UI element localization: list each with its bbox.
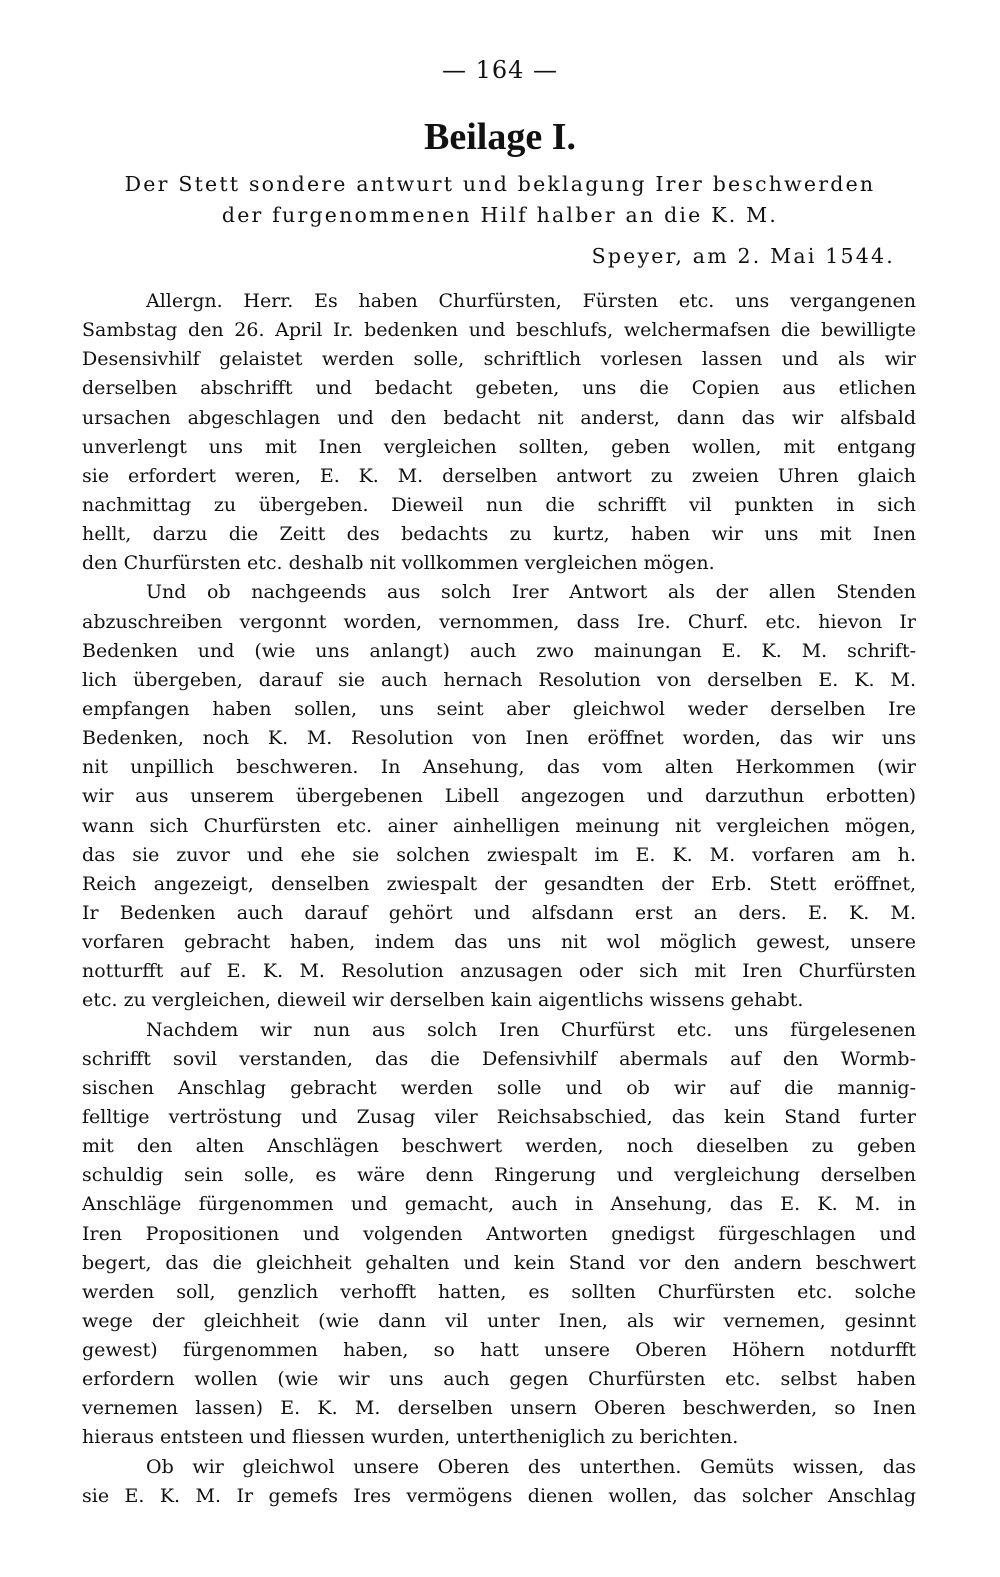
body-line: begert, das die gleichheit gehalten und kein Stand vor den andern beschwert	[82, 1251, 916, 1274]
body-line: werden soll, genzlich verhofft hatten, es sollten Churfürsten etc. solche	[82, 1280, 916, 1303]
body-line: sie E. K. M. Ir gemefs Ires vermögens dienen wollen, das solcher Anschlag	[82, 1484, 916, 1507]
body-line: unverlengt uns mit Inen vergleichen sollten, geben wollen, mit entgang	[82, 435, 916, 458]
body-line: wege der gleichheit (wie dann vil unter Inen, als wir vernemen, gesinnt	[82, 1309, 916, 1332]
subtitle-line-1: Der Stett sondere antwurt und beklagung Irer beschwerden	[124, 172, 876, 196]
body-line: empfangen haben sollen, uns seint aber gleichwol weder derselben Ire	[82, 697, 916, 720]
body-line: ursachen abgeschlagen und den bedacht nit anderst, dann das wir alfsbald	[82, 406, 916, 429]
page-title: Beilage I.	[424, 116, 576, 158]
body-line: schrifft sovil verstanden, das die Defensivhilf abermals auf den Wormb-	[82, 1047, 916, 1070]
body-line: vorfaren gebracht haben, indem das uns nit wol möglich gewest, unsere	[82, 931, 916, 954]
body-line: erfordern wollen (wie wir uns auch gegen Churfürsten etc. selbst haben	[82, 1368, 916, 1391]
body-line: felltige vertröstung und Zusag viler Reichsabschied, das kein Stand furter	[82, 1105, 916, 1128]
body-line: Allergn. Herr. Es haben Churfürsten, Fürsten etc. uns vergangenen	[146, 290, 916, 312]
body-line: sie erfordert weren, E. K. M. derselben antwort zu zweien Uhren glaich	[82, 464, 916, 487]
subtitle-line-2: der furgenommenen Hilf halber an die K. M.	[221, 203, 779, 227]
body-line: derselben abschrifft und bedacht gebeten, uns die Copien aus etlichen	[82, 377, 916, 400]
body-line: wir aus unserem übergebenen Libell angezogen und darzuthun erbotten)	[82, 785, 916, 808]
page-number: — 164 —	[441, 56, 559, 84]
body-line: vernemen lassen) E. K. M. derselben unsern Oberen beschwerden, so Inen	[82, 1397, 916, 1420]
body-line: Nachdem wir nun aus solch Iren Churfürst etc. uns fürgelesenen	[146, 1018, 916, 1041]
body-text	[82, 287, 916, 1511]
body-line: das sie zuvor und ehe sie solchen zwiespalt im E. K. M. vorfaren am h.	[82, 843, 916, 866]
body-line: Bedenken, noch K. M. Resolution von Inen eröffnet worden, das wir uns	[82, 727, 916, 750]
body-line: nit unpillich beschweren. In Ansehung, das vom alten Herkommen (wir	[82, 756, 916, 779]
body-line: nachmittag zu übergeben. Dieweil nun die schrifft vil punkten in sich	[82, 493, 916, 516]
body-line: sischen Anschlag gebracht werden solle und ob wir auf die mannig-	[82, 1076, 916, 1099]
body-line: Und ob nachgeends aus solch Irer Antwort als der allen Stenden	[146, 581, 916, 604]
body-line: mit den alten Anschlägen beschwert werden, noch dieselben zu geben	[82, 1135, 916, 1158]
body-line: Anschläge fürgenommen und gemacht, auch in Ansehung, das E. K. M. in	[82, 1193, 916, 1216]
body-line: Desensivhilf gelaistet werden solle, schriftlich vorlesen lassen und als wir	[82, 348, 916, 371]
dateline: Speyer, am 2. Mai 1544.	[591, 244, 895, 268]
body-line: etc. zu vergleichen, dieweil wir derselben kain aigentlichs wissens gehabt.	[82, 989, 804, 1012]
body-line: schuldig sein solle, es wäre denn Ringerung und vergleichung derselben	[82, 1164, 916, 1187]
body-line: Sambstag den 26. April Ir. bedenken und beschlufs, welchermafsen die bewilligte	[82, 319, 916, 342]
body-line: wann sich Churfürsten etc. ainer ainhelligen meinung nit vergleichen mögen,	[82, 814, 916, 837]
body-line: Reich angezeigt, denselben zwiespalt der gesandten der Erb. Stett eröffnet,	[82, 872, 916, 895]
body-line: Bedenken und (wie uns anlangt) auch zwo mainungan E. K. M. schrift-	[82, 639, 916, 662]
body-line: abzuschreiben vergonnt worden, vernommen, dass Ire. Churf. etc. hievon Ir	[82, 610, 916, 633]
body-line: hieraus entsteen und fliessen wurden, untertheniglich zu berichten.	[82, 1426, 739, 1449]
body-line: notturfft auf E. K. M. Resolution anzusagen oder sich mit Iren Churfürsten	[82, 960, 916, 983]
body-line: gewest) fürgenommen haben, so hatt unsere Oberen Höhern notdurfft	[82, 1339, 916, 1362]
body-line: lich übergeben, darauf sie auch hernach Resolution von derselben E. K. M.	[82, 668, 916, 691]
body-line: Iren Propositionen und volgenden Antworten gnedigst fürgeschlagen und	[82, 1222, 916, 1245]
body-line: Ir Bedenken auch darauf gehört und alfsdann erst an ders. E. K. M.	[82, 901, 916, 924]
body-line: hellt, darzu die Zeitt des bedachts zu kurtz, haben wir uns mit Inen	[82, 523, 916, 546]
body-line: den Churfürsten etc. deshalb nit vollkommen vergleichen mögen.	[82, 552, 715, 575]
body-line: Ob wir gleichwol unsere Oberen des unterthen. Gemüts wissen, das	[146, 1455, 916, 1478]
